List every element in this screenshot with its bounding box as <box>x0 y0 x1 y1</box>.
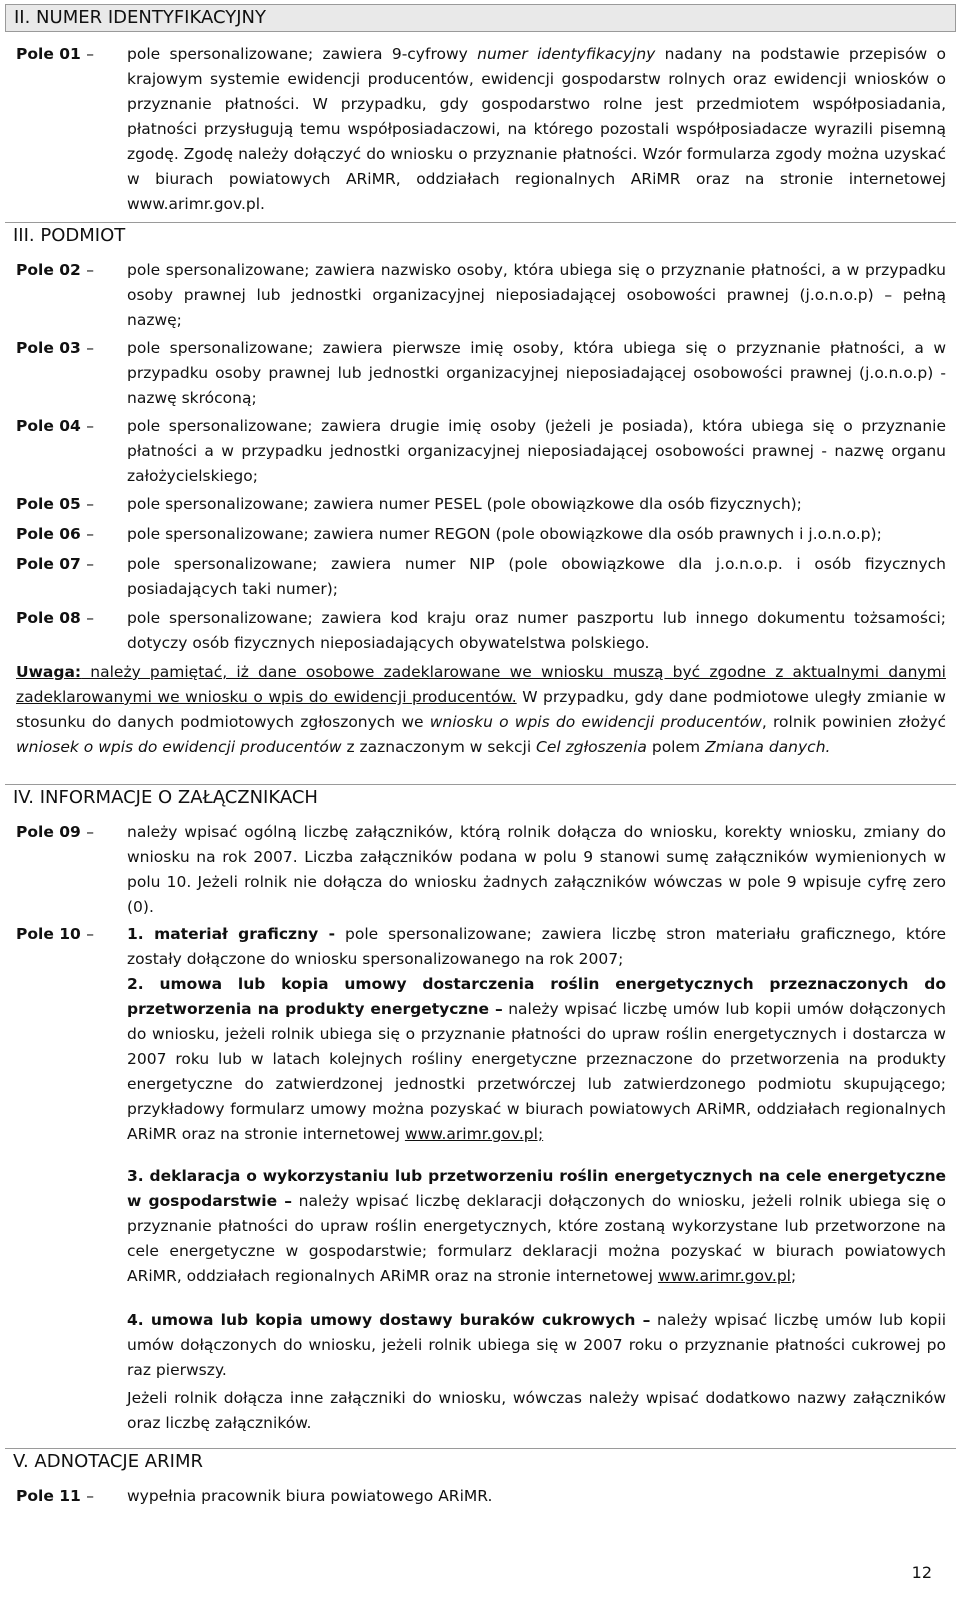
field-description: pole spersonalizowane; zawiera 9-cyfrowy numer identyfikacyjny nadany na podstawie przepisów o krajowym systemie ewidencji producentów, ewidencji gospodarstw rolnych oraz ewidencji wniosków o przyznanie płatności. W przypadku, gdy gospodarstwo rolne jest przedmiotem współposiadania, płatności przysługują temu współposiadaczowi, na którego pozostali współposiadacze wyrazili pisemną zgodę. Zgodę należy dołączyć do wniosku o przyznanie płatności. Wzór formularza zgody można uzyskać w biurach powiatowych ARiMR, oddziałach regionalnych ARiMR oraz na stronie internetowej www.arimr.gov.pl. <box>127 45 946 213</box>
note-paragraph: Uwaga: należy pamiętać, iż dane osobowe zadeklarowane we wniosku muszą być zgodne z aktualnymi danymi zadeklarowanymi we wniosku o wpis do ewidencji producentów. W przypadku, gdy dane podmiotowe uległy zmianie w stosunku do danych podmiotowych zgłoszonych we wniosku o wpis do ewidencji producentów, rolnik powinien złożyć wniosek o wpis do ewidencji producentów z zaznaczonym w sekcji Cel zgłoszenia polem Zmiana danych. <box>16 663 946 756</box>
field-label: Pole 01 – <box>16 45 94 63</box>
field-pole-08: Pole 08 – pole spersonalizowane; zawiera kod kraju oraz numer paszportu lub innego dokumentu tożsamości; dotyczy osób fizycznych nieposiadających obywatelstwa polskiego. <box>16 609 946 652</box>
attachment-extra-note: Jeżeli rolnik dołącza inne załączniki do wniosku, wówczas należy wpisać dodatkowo nazwy załączników oraz liczbę załączników. <box>127 1389 946 1432</box>
field-pole-07: Pole 07 – pole spersonalizowane; zawiera numer NIP (pole obowiązkowe dla j.o.n.o.p. i osób fizycznych posiadających taki numer); <box>16 555 946 598</box>
field-pole-03: Pole 03 – pole spersonalizowane; zawiera pierwsze imię osoby, która ubiega się o przyznanie płatności, a w przypadku osoby prawnej lub jednostki organizacyjnej nieposiadającej osobowości prawnej (j.o.n.o.p) - nazwę skróconą; <box>16 339 946 407</box>
link-arimr[interactable]: www.arimr.gov.pl; <box>404 1125 544 1143</box>
field-pole-05: Pole 05 – pole spersonalizowane; zawiera numer PESEL (pole obowiązkowe dla osób fizycznych); <box>16 495 802 513</box>
field-pole-10: Pole 10 – 1. materiał graficzny - pole spersonalizowane; zawiera liczbę stron materiału graficznego, które zostały dołączone do wniosku spersonalizowanego na rok 2007; <box>16 922 946 972</box>
section-heading-iv: IV. INFORMACJE O ZAŁĄCZNIKACH <box>5 784 956 812</box>
field-pole-06: Pole 06 – pole spersonalizowane; zawiera numer REGON (pole obowiązkowe dla osób prawnych i j.o.n.o.p); <box>16 525 882 543</box>
attachment-item-2: 2. umowa lub kopia umowy dostarczenia roślin energetycznych przeznaczonych do przetworzenia na produkty energetyczne – należy wpisać liczbę umów lub kopii umów dołączonych do wniosku, jeżeli rolnik ubiega się o przyznanie płatności do upraw roślin energetycznych i dostarcza w 2007 roku lub w latach kolejnych rośliny energetyczne przeznaczone do przetworzenia na produkty energetyczne do zatwierdzonej jednostki przetwórczej lub zatwierdzonego podmiotu skupującego; przykładowy formularz umowy można pozyskać w biurach powiatowych ARiMR, oddziałach regionalnych ARiMR oraz na stronie internetowej www.arimr.gov.pl; <box>127 975 946 1143</box>
field-pole-01 <box>16 42 946 217</box>
field-pole-11: Pole 11 – wypełnia pracownik biura powiatowego ARiMR. <box>16 1487 493 1505</box>
section-heading-ii: II. NUMER IDENTYFIKACYJNY <box>5 4 956 32</box>
section-heading-v: V. ADNOTACJE ARIMR <box>5 1448 956 1476</box>
field-pole-09: Pole 09 – należy wpisać ogólną liczbę załączników, którą rolnik dołącza do wniosku, korekty wniosku, zmiany do wniosku na rok 2007. Liczba załączników podana w polu 9 stanowi sumę załączników wymienionych w polu 10. Jeżeli rolnik nie dołącza do wniosku żadnych załączników wówczas w pole 9 wpisuje cyfrę zero (0). <box>16 823 946 916</box>
attachment-item-4: 4. umowa lub kopia umowy dostawy buraków cukrowych – należy wpisać liczbę umów lub kopii umów dołączonych do wniosku, jeżeli rolnik ubiega się w 2007 roku o przyznanie płatności cukrowej po raz pierwszy. <box>127 1311 947 1379</box>
link-arimr[interactable]: www.arimr.gov.pl <box>657 1267 791 1285</box>
page-number: 12 <box>911 1563 932 1582</box>
field-pole-02: Pole 02 – pole spersonalizowane; zawiera nazwisko osoby, która ubiega się o przyznanie płatności, a w przypadku osoby prawnej lub jednostki organizacyjnej nieposiadającej osobowości prawnej (j.o.n.o.p) – pełną nazwę; <box>16 261 946 329</box>
attachment-item-1: 1. materiał graficzny - pole spersonalizowane; zawiera liczbę stron materiału graficznego, które zostały dołączone do wniosku spersonalizowanego na rok 2007; <box>127 925 947 968</box>
field-pole-04: Pole 04 – pole spersonalizowane; zawiera drugie imię osoby (jeżeli je posiada), która ubiega się o przyznanie płatności a w przypadku jednostki organizacyjnej nieposiadającej osobowości prawnej - nazwę organu założycielskiego; <box>16 417 946 485</box>
attachment-item-3: 3. deklaracja o wykorzystaniu lub przetworzeniu roślin energetycznych na cele energetyczne w gospodarstwie – należy wpisać liczbę deklaracji dołączonych do wniosku, jeżeli rolnik ubiega się o przyznanie płatności do upraw roślin energetycznych, które zostaną wykorzystane lub przetworzone na cele energetyczne w gospodarstwie; formularz deklaracji można pozyskać w biurach powiatowych ARiMR, oddziałach regionalnych ARiMR oraz na stronie internetowej www.arimr.gov.pl; <box>127 1167 946 1285</box>
section-heading-iii: III. PODMIOT <box>5 222 956 250</box>
